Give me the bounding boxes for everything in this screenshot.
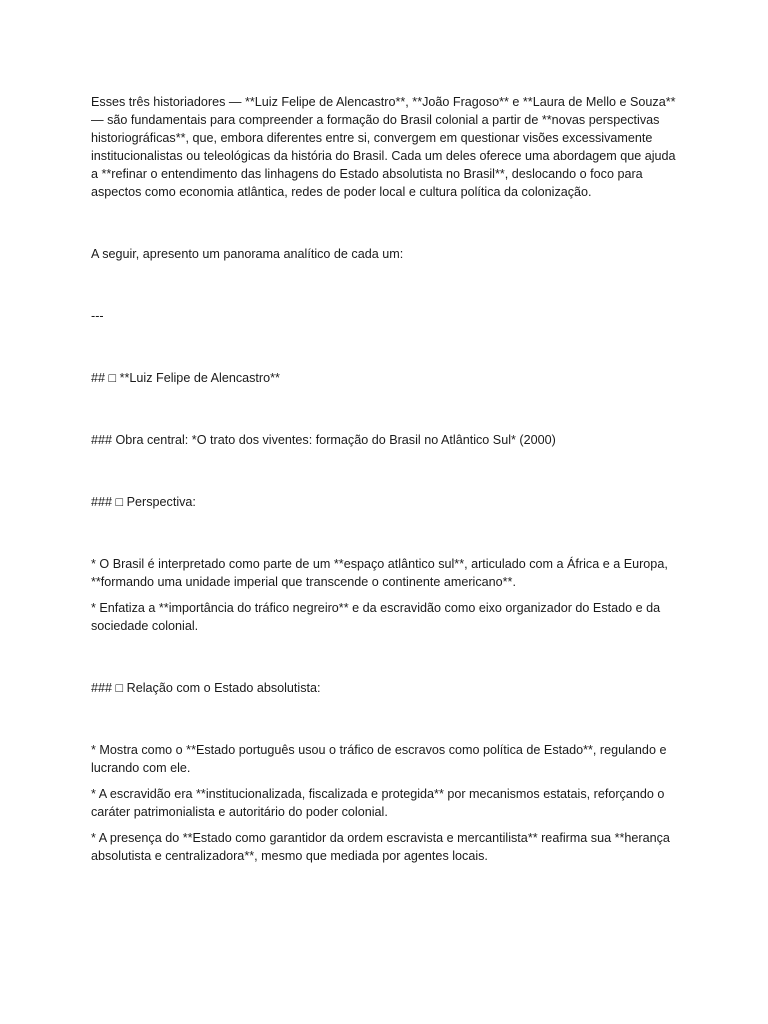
relacao-heading: ### □ Relação com o Estado absolutista:	[91, 681, 321, 695]
relacao-item: * A escravidão era **institucionalizada, fiscalizada e protegida** por mecanismos estatais, reforçando o caráter patrimonialista e autoritário do poder colonial.	[91, 787, 665, 819]
section-heading: ## □ **Luiz Felipe de Alencastro**	[91, 371, 280, 385]
perspectiva-item: * Enfatiza a **importância do tráfico negreiro** e da escravidão como eixo organizador do Estado e da sociedade colonial.	[91, 601, 661, 633]
separator-line: ---	[91, 309, 104, 323]
document-page	[91, 93, 681, 865]
perspectiva-heading: ### □ Perspectiva:	[91, 495, 196, 509]
lead-paragraph: A seguir, apresento um panorama analítico de cada um:	[91, 247, 404, 261]
obra-heading: ### Obra central: *O trato dos viventes: formação do Brasil no Atlântico Sul* (2000)	[91, 433, 556, 447]
perspectiva-item: * O Brasil é interpretado como parte de um **espaço atlântico sul**, articulado com a África e a Europa, **formando uma unidade imperial que transcende o continente americano**.	[91, 557, 668, 589]
relacao-item: * Mostra como o **Estado português usou o tráfico de escravos como política de Estado**, regulando e lucrando com ele.	[91, 743, 667, 775]
intro-paragraph: Esses três historiadores — **Luiz Felipe de Alencastro**, **João Fragoso** e **Laura de Mello e Souza** — são fundamentais para compreender a formação do Brasil colonial a partir de **novas perspectivas historiográficas**, que, embora diferentes entre si, convergem em questionar visões excessivamente institucionalistas ou teleológicas da história do Brasil. Cada um deles oferece uma abordagem que ajuda a **refinar o entendimento das linhagens do Estado absolutista no Brasil**, deslocando o foco para aspectos como economia atlântica, redes de poder local e cultura política da colonização.	[91, 95, 676, 199]
relacao-item: * A presença do **Estado como garantidor da ordem escravista e mercantilista** reafirma sua **herança absolutista e centralizadora**, mesmo que mediada por agentes locais.	[91, 831, 670, 863]
